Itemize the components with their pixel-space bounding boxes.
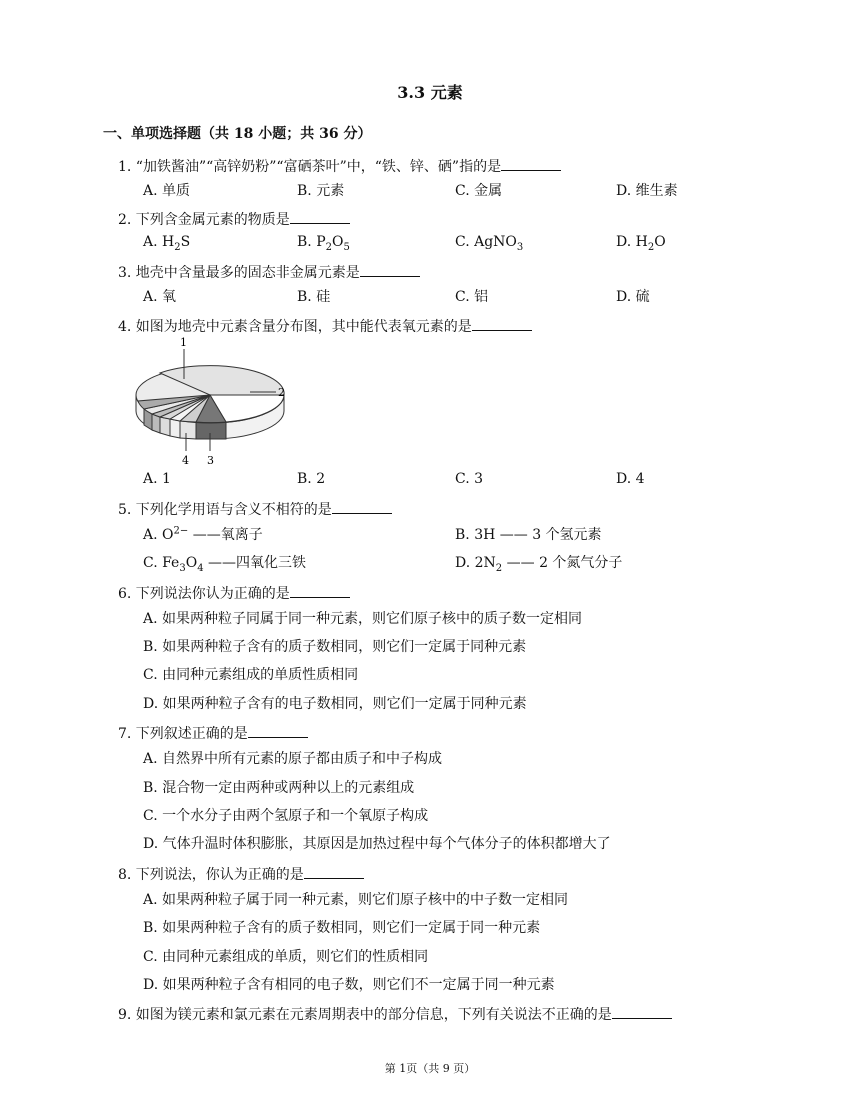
q3-option-d: D. 硫 bbox=[616, 289, 650, 305]
q8-option-c: C. 由同种元素组成的单质，则它们的性质相同 bbox=[143, 949, 429, 965]
q2-option-d: D. $H_2O$ bbox=[616, 234, 666, 253]
q7-option-b: B. 混合物一定由两种或两种以上的元素组成 bbox=[143, 780, 415, 796]
pie-label-3: 3 bbox=[207, 454, 214, 467]
page-footer: 第 1页（共 9 页） bbox=[384, 1062, 476, 1075]
q5-option-a: A. $O^{2-}$ ——氧离子 bbox=[143, 525, 263, 543]
q6-option-a: A. 如果两种粒子同属于同一种元素，则它们原子核中的质子数一定相同 bbox=[143, 611, 583, 627]
pie-label-4: 4 bbox=[182, 454, 189, 467]
answer-blank bbox=[248, 725, 308, 738]
q7-option-d: D. 气体升温时体积膨胀，其原因是加热过程中每个气体分子的体积都增大了 bbox=[143, 836, 611, 852]
q1-option-c: C. 金属 bbox=[455, 183, 503, 199]
pie-label-1: 1 bbox=[180, 336, 187, 349]
question-1: 1. “加铁酱油”“高锌奶粉”“富硒茶叶”中，“铁、锌、硒”指的是 bbox=[118, 156, 561, 176]
answer-blank bbox=[501, 158, 561, 171]
question-2: 2. 下列含金属元素的物质是 bbox=[118, 209, 350, 229]
q3-option-b: B. 硅 bbox=[297, 289, 331, 305]
q7-option-c: C. 一个水分子由两个氢原子和一个氧原子构成 bbox=[143, 808, 429, 824]
question-8: 8. 下列说法，你认为正确的是 bbox=[118, 864, 364, 884]
q8-option-a: A. 如果两种粒子属于同一种元素，则它们原子核中的中子数一定相同 bbox=[143, 892, 569, 908]
q3-option-c: C. 铝 bbox=[455, 289, 489, 305]
q2-option-a: A. $H_2S$ bbox=[143, 234, 191, 253]
answer-blank bbox=[290, 211, 350, 224]
answer-blank bbox=[360, 264, 420, 277]
q6-option-d: D. 如果两种粒子含有的电子数相同，则它们一定属于同种元素 bbox=[143, 696, 527, 712]
q8-option-b: B. 如果两种粒子含有的质子数相同，则它们一定属于同一种元素 bbox=[143, 920, 541, 936]
question-3: 3. 地壳中含量最多的固态非金属元素是 bbox=[118, 262, 420, 282]
q7-option-a: A. 自然界中所有元素的原子都由质子和中子构成 bbox=[143, 751, 443, 767]
pie-label-2: 2 bbox=[278, 386, 285, 399]
q5-option-d: D. $2N_2$ —— 2 个氮气分子 bbox=[455, 555, 623, 574]
question-7: 7. 下列叙述正确的是 bbox=[118, 723, 308, 743]
q1-option-a: A. 单质 bbox=[143, 183, 191, 199]
q2-option-b: B. $P_2O_5$ bbox=[297, 234, 350, 253]
q6-option-c: C. 由同种元素组成的单质性质相同 bbox=[143, 667, 359, 683]
question-6: 6. 下列说法你认为正确的是 bbox=[118, 583, 350, 603]
answer-blank bbox=[304, 866, 364, 879]
q5-option-c: C. $Fe_3O_4$ ——四氧化三铁 bbox=[143, 555, 307, 574]
question-5: 5. 下列化学用语与含义不相符的是 bbox=[118, 499, 392, 519]
q4-option-c: C. 3 bbox=[455, 471, 484, 487]
q1-option-d: D. 维生素 bbox=[616, 183, 678, 199]
q4-option-b: B. 2 bbox=[297, 471, 326, 487]
q3-option-a: A. 氧 bbox=[143, 289, 177, 305]
q6-option-b: B. 如果两种粒子含有的质子数相同，则它们一定属于同种元素 bbox=[143, 639, 527, 655]
question-4: 4. 如图为地壳中元素含量分布图，其中能代表氧元素的是 bbox=[118, 316, 532, 336]
q1-option-b: B. 元素 bbox=[297, 183, 345, 199]
q4-option-a: A. 1 bbox=[143, 471, 171, 487]
q5-option-b: B. 3H —— 3 个氢元素 bbox=[455, 527, 602, 543]
q4-option-d: D. 4 bbox=[616, 471, 645, 487]
page-title: 3.3 元素 bbox=[397, 83, 463, 102]
crust-element-pie-figure bbox=[130, 335, 290, 467]
answer-blank bbox=[332, 501, 392, 514]
answer-blank bbox=[612, 1006, 672, 1019]
q8-option-d: D. 如果两种粒子含有相同的电子数，则它们不一定属于同一种元素 bbox=[143, 977, 555, 993]
answer-blank bbox=[472, 318, 532, 331]
section-heading: 一、单项选择题（共 18 小题；共 36 分） bbox=[103, 126, 372, 142]
answer-blank bbox=[290, 585, 350, 598]
q2-option-c: C. AgNO$_3$ bbox=[455, 234, 524, 253]
question-9: 9. 如图为镁元素和氯元素在元素周期表中的部分信息，下列有关说法不正确的是 bbox=[118, 1004, 672, 1024]
